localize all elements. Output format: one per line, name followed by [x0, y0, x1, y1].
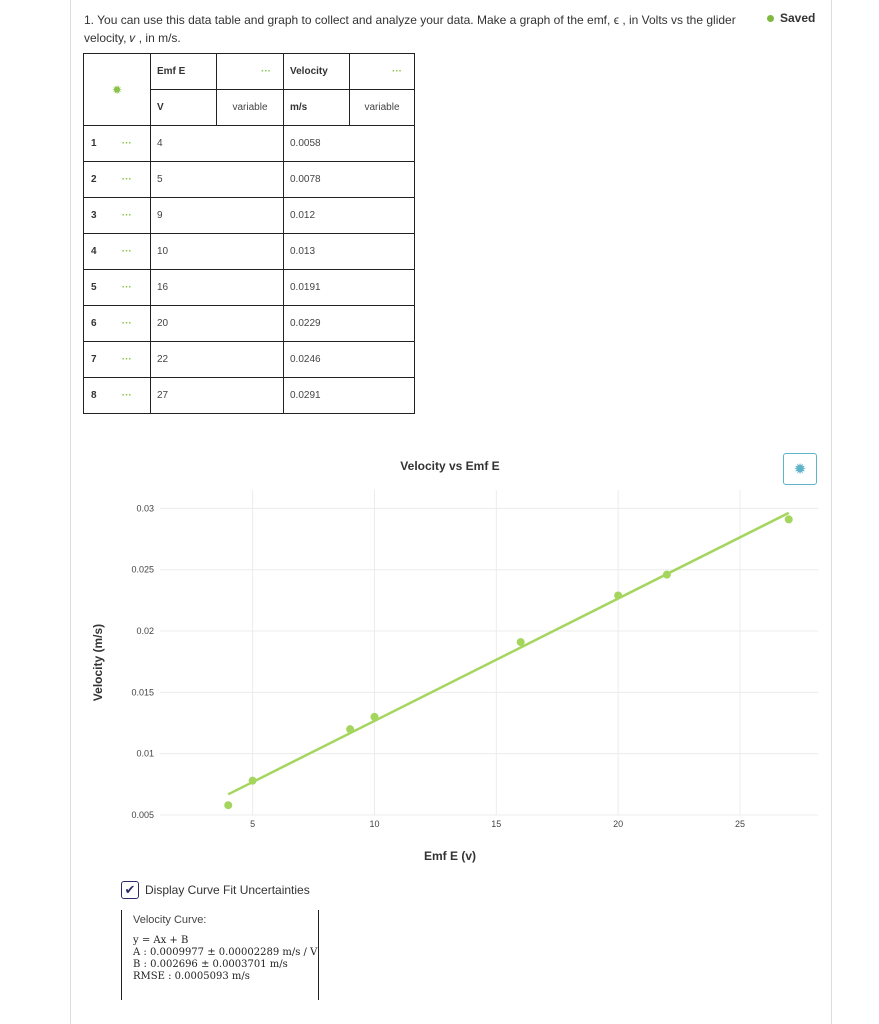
- row-menu-button[interactable]: ···: [104, 306, 151, 342]
- row-menu-button[interactable]: ···: [104, 234, 151, 270]
- checkbox-label: Display Curve Fit Uncertainties: [145, 883, 310, 897]
- emf-value-cell[interactable]: 9: [151, 198, 284, 234]
- table-row: [84, 234, 415, 270]
- row-number: 3: [84, 198, 104, 234]
- velocity-value-cell[interactable]: 0.012: [284, 198, 415, 234]
- table-row: [84, 162, 415, 198]
- fit-rmse-value: RMSE : 0.0005093 m/s: [133, 971, 250, 982]
- x-axis-label: Emf E (v): [423, 849, 477, 863]
- velocity-emf-chart: [80, 450, 825, 870]
- y-axis-label: Velocity (m/s): [91, 623, 105, 702]
- data-point: [663, 571, 671, 579]
- fit-line: [228, 513, 789, 794]
- type-cell-emf[interactable]: variable: [217, 90, 284, 126]
- velocity-value-cell[interactable]: 0.0291: [284, 378, 415, 414]
- row-number: 5: [84, 270, 104, 306]
- data-point: [346, 725, 354, 733]
- table-row: [84, 306, 415, 342]
- x-tick-label: 25: [735, 819, 746, 829]
- fit-a-value: A : 0.0009977 ± 0.00002289 m/s / V: [133, 947, 318, 958]
- row-menu-button[interactable]: ···: [104, 342, 151, 378]
- table-settings-button[interactable]: [84, 54, 151, 126]
- row-menu-button[interactable]: ···: [104, 162, 151, 198]
- table-row: [84, 378, 415, 414]
- save-status: [767, 11, 815, 25]
- y-tick-label: 0.02: [136, 626, 154, 637]
- question-text: 1. You can use this data table and graph to collect and analyze your data. Make a graph of the emf, ϵ , in Volts vs the glider velocity, 𝑣 , in m/s.: [84, 13, 736, 45]
- y-tick-label: 0.015: [131, 687, 154, 698]
- emf-value-cell[interactable]: 22: [151, 342, 284, 378]
- y-tick-label: 0.01: [136, 748, 154, 759]
- table-row: [84, 198, 415, 234]
- fit-equation: y = Ax + B: [133, 935, 189, 946]
- row-number: 4: [84, 234, 104, 270]
- row-number: 7: [84, 342, 104, 378]
- gear-icon: ✹: [793, 461, 807, 478]
- fit-title: Velocity Curve:: [133, 914, 207, 926]
- emf-value-cell[interactable]: 20: [151, 306, 284, 342]
- row-number: 1: [84, 126, 104, 162]
- chart-title: Velocity vs Emf E: [400, 459, 500, 473]
- emf-value-cell[interactable]: 10: [151, 234, 284, 270]
- emf-value-cell[interactable]: 16: [151, 270, 284, 306]
- data-point: [249, 777, 257, 785]
- data-point: [785, 515, 793, 523]
- row-menu-button[interactable]: ···: [104, 270, 151, 306]
- status-dot-icon: [767, 15, 774, 22]
- unit-cell-velocity[interactable]: m/s: [284, 90, 350, 126]
- x-tick-label: 5: [250, 819, 256, 829]
- save-status-label: Saved: [780, 11, 816, 25]
- data-point: [370, 713, 378, 721]
- table-row: [84, 126, 415, 162]
- row-menu-button[interactable]: ···: [104, 126, 151, 162]
- row-menu-button[interactable]: ···: [104, 378, 151, 414]
- fit-b-value: B : 0.002696 ± 0.0003701 m/s: [133, 959, 288, 970]
- gear-icon: ✹: [111, 82, 123, 97]
- x-tick-label: 10: [369, 819, 380, 829]
- curve-fit-uncertainty-toggle[interactable]: [121, 881, 310, 899]
- data-point: [517, 638, 525, 646]
- row-number: 6: [84, 306, 104, 342]
- data-table: [83, 53, 415, 414]
- table-row: [84, 270, 415, 306]
- x-tick-label: 20: [613, 819, 624, 829]
- y-tick-label: 0.03: [136, 503, 154, 514]
- y-tick-label: 0.005: [131, 810, 154, 820]
- emf-value-cell[interactable]: 5: [151, 162, 284, 198]
- chart-settings-button[interactable]: [783, 453, 817, 485]
- velocity-value-cell[interactable]: 0.0191: [284, 270, 415, 306]
- emf-value-cell[interactable]: 4: [151, 126, 284, 162]
- velocity-value-cell[interactable]: 0.0078: [284, 162, 415, 198]
- row-number: 8: [84, 378, 104, 414]
- velocity-value-cell[interactable]: 0.0229: [284, 306, 415, 342]
- unit-cell-emf[interactable]: V: [151, 90, 217, 126]
- column-header-emf[interactable]: Emf E: [151, 54, 217, 90]
- column-header-velocity[interactable]: Velocity: [284, 54, 350, 90]
- checkmark-icon: ✔: [124, 882, 136, 897]
- table-row: [84, 342, 415, 378]
- checkbox[interactable]: [121, 881, 139, 899]
- velocity-value-cell[interactable]: 0.0058: [284, 126, 415, 162]
- type-cell-velocity[interactable]: variable: [350, 90, 415, 126]
- curve-fit-results: [121, 910, 319, 1000]
- column-menu-velocity[interactable]: ···: [350, 54, 415, 90]
- column-menu-emf[interactable]: ···: [217, 54, 284, 90]
- row-menu-button[interactable]: ···: [104, 198, 151, 234]
- data-point: [614, 591, 622, 599]
- emf-value-cell[interactable]: 27: [151, 378, 284, 414]
- y-tick-label: 0.025: [131, 564, 154, 575]
- velocity-value-cell[interactable]: 0.013: [284, 234, 415, 270]
- data-point: [224, 801, 232, 809]
- row-number: 2: [84, 162, 104, 198]
- x-tick-label: 15: [491, 819, 502, 829]
- velocity-value-cell[interactable]: 0.0246: [284, 342, 415, 378]
